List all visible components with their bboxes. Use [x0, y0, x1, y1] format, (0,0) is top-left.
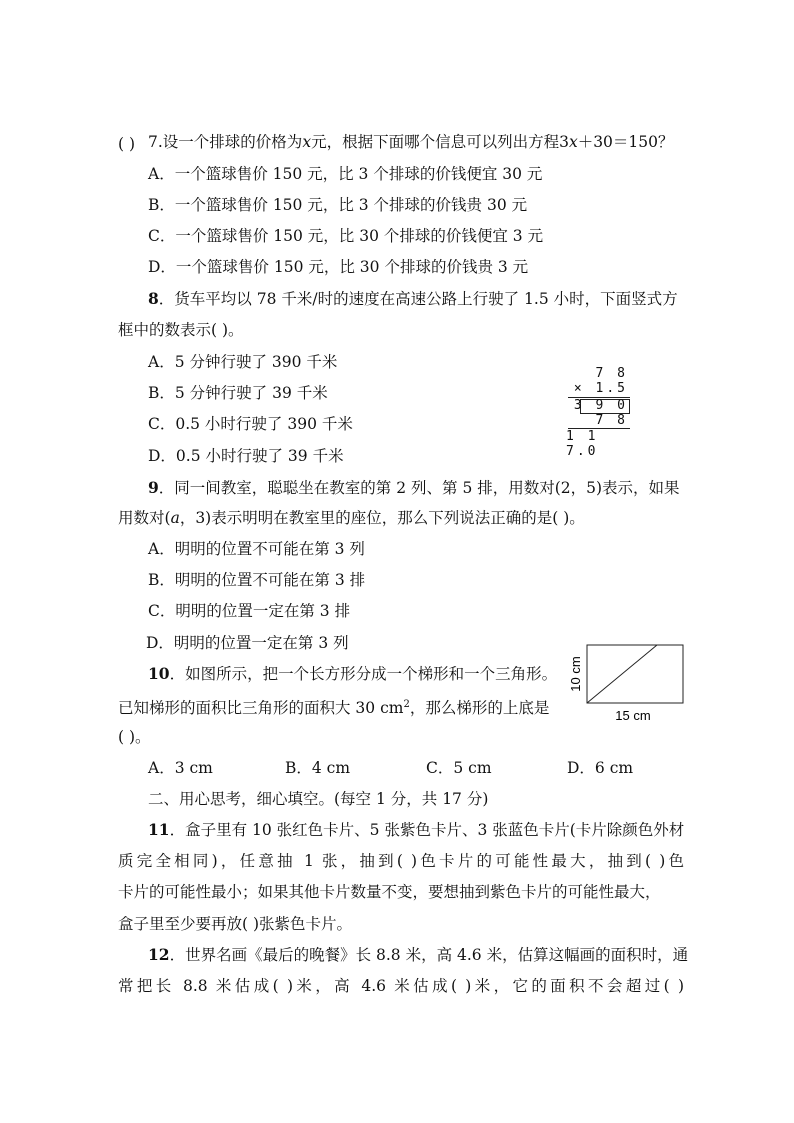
q10-option-c[interactable]: C．5 cm [426, 759, 492, 777]
q9-text-1: ．同一间教室，聪聪坐在教室的第 2 列、第 5 排，用数对(2，5)表示，如果 [158, 479, 680, 497]
q9-number: 9 [148, 478, 159, 497]
q9-option-b[interactable]: B．明明的位置不可能在第 3 排 [148, 571, 366, 589]
q9-option-d[interactable]: D．明明的位置一定在第 3 列 [146, 634, 349, 652]
q7-text-a: .设一个排球的价格为 [157, 133, 303, 151]
q7-text-c: ＋30＝150？ [577, 133, 674, 151]
diagonal-line [587, 645, 657, 703]
q9-option-a[interactable]: A．明明的位置不可能在第 3 列 [148, 540, 365, 558]
q12-number: 12 [148, 945, 170, 964]
calc-row-multiplier: × 1.5 [573, 381, 628, 396]
q9-text-2a: 用数对( [118, 509, 171, 527]
q8-text-1: ．货车平均以 78 千米/时的速度在高速公路上行驶了 1.5 小时，下面竖式方 [158, 290, 678, 308]
calc-row-multiplicand: 7 8 [595, 366, 628, 381]
q11-stem-line2: 质完全相同)，任意抽 1 张，抽到( )色卡片的可能性最大，抽到( )色 [118, 852, 684, 870]
q10-stem-line1 [148, 664, 578, 684]
section-heading: 二、用心思考，细心填空。(每空 1 分，共 17 分) [148, 790, 489, 808]
vertical-multiplication [566, 366, 632, 459]
q10-number: 10 [148, 664, 170, 683]
q11-text-1: ．盒子里有 10 张红色卡片、5 张紫色卡片、3 张蓝色卡片(卡片除颜色外材 [169, 821, 685, 839]
q7-number: 7 [148, 133, 158, 151]
calc-row-product: 1 1 7.0 [566, 429, 599, 459]
q8-stem-line2: 框中的数表示( )。 [118, 321, 244, 339]
q7-var: x [302, 133, 312, 151]
q8-number: 8 [148, 289, 159, 308]
q7-var2: x [568, 133, 578, 151]
q10-answer-blank[interactable]: ( )。 [118, 728, 151, 746]
q8-option-b[interactable]: B．5 分钟行驶了 39 千米 [148, 384, 328, 402]
q7-option-c[interactable]: C．一个篮球售价 150 元，比 30 个排球的价钱便宜 3 元 [148, 227, 544, 245]
q9-var: a [170, 509, 180, 527]
q8-stem-line1 [148, 289, 714, 309]
q7-text-b: 元，根据下面哪个信息可以列出方程3 [311, 133, 569, 151]
q7-option-d[interactable]: D．一个篮球售价 150 元，比 30 个排球的价钱贵 3 元 [148, 258, 529, 276]
q12-stem-line2: 常把长 8.8 米估成( )米，高 4.6 米估成( )米，它的面积不会超过( ) [118, 977, 684, 995]
q10-option-d[interactable]: D．6 cm [567, 759, 634, 777]
q10-text-1: ．如图所示，把一个长方形分成一个梯形和一个三角形。 [169, 665, 558, 683]
rectangle-outline [587, 645, 683, 703]
q10-sup: 2 [403, 699, 410, 710]
q7-answer-blank[interactable]: ( ) [118, 135, 136, 153]
q9-option-c[interactable]: C．明明的位置一定在第 3 排 [148, 602, 351, 620]
q12-stem-line1 [148, 945, 714, 965]
q10-text-2a: 已知梯形的面积比三角形的面积大 30 cm [118, 699, 404, 718]
q11-number: 11 [148, 820, 170, 839]
rectangle-figure [566, 642, 688, 724]
fig-bottom-label: 15 cm [615, 708, 651, 723]
q12-text-1: ．世界名画《最后的晚餐》长 8.8 米，高 4.6 米，估算这幅画的面积时，通 [169, 946, 689, 964]
q8-option-d[interactable]: D．0.5 小时行驶了 39 千米 [148, 447, 344, 465]
q8-option-c[interactable]: C．0.5 小时行驶了 390 千米 [148, 415, 353, 433]
q10-option-a[interactable]: A．3 cm [148, 759, 213, 777]
fig-side-label: 10 cm [568, 656, 583, 692]
calc-row-partial-1: 3 9 0 [573, 398, 628, 413]
q10-stem-line2 [118, 695, 558, 718]
q8-option-a[interactable]: A．5 分钟行驶了 390 千米 [148, 353, 338, 371]
calc-row-partial-2: 7 8 [595, 413, 628, 428]
q11-stem-line1 [148, 820, 714, 840]
q9-text-2b: ，3)表示明明在教室里的座位，那么下列说法正确的是( )。 [179, 509, 585, 527]
q9-stem-line2 [118, 508, 684, 528]
q10-option-b[interactable]: B．4 cm [285, 759, 351, 777]
q7-option-b[interactable]: B．一个篮球售价 150 元，比 3 个排球的价钱贵 30 元 [148, 196, 528, 214]
q7-option-a[interactable]: A．一个篮球售价 150 元，比 3 个排球的价钱便宜 30 元 [148, 165, 543, 183]
q11-stem-line3: 卡片的可能性最小；如果其他卡片数量不变，要想抽到紫色卡片的可能性最大， [118, 883, 661, 901]
q11-stem-line4: 盒子里至少要再放( )张紫色卡片。 [118, 915, 353, 933]
q10-text-2b: ，那么梯形的上底是 [409, 699, 550, 718]
q9-stem-line1 [148, 478, 714, 498]
